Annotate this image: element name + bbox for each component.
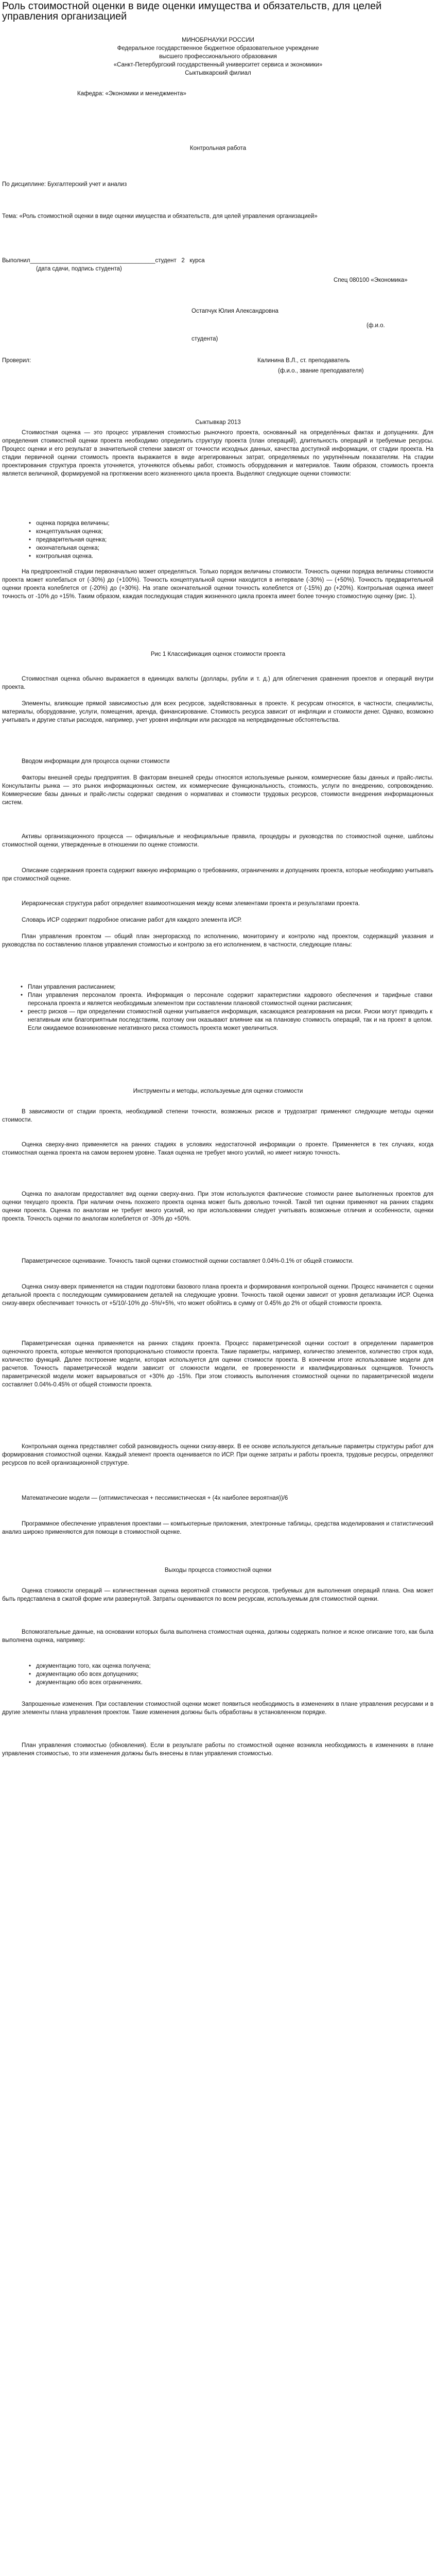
student-hint: студента) — [191, 336, 218, 342]
university-name: «Санкт-Петербургский государственный университет сервиса и экономики» — [113, 62, 323, 68]
list-item: • реестр рисков — при определении стоимостной оценки учитывается информация, касающаяся реагирования на риски. Риски могут приводить к негативным или благоприятным последствиям, поэтому они оказывают влияние как на плановую стоимость операций, так и на проект в целом. Если ожидаемое возникновение негативного риска стоимость проекта может увеличиться. — [21, 1008, 432, 1032]
body-paragraph: Активы организационного процесса — официальные и неофициальные правила, процедуры и руководства по стоимостной оценке, шаблоны стоимостной оценки, утвержденные в отношении по оценке стоимости. — [2, 834, 433, 848]
body-paragraph: Вводом информации для процесса оценки стоимости — [22, 758, 170, 765]
list-item: • План управления расписанием; — [21, 983, 432, 991]
department-line: Кафедра: «Экономики и менеджмента» — [77, 91, 186, 97]
body-paragraph: Параметрическая оценка применяется на ранних стадиях проекта. Процесс параметрической оценки состоит в определении параметров оценочного проекта, которые меняются пропорционально стоимости проекта. Такие параметры, например, количество элементов, количество строк кода, количество функций. Далее построение модели, которая используется для оценки стоимости проекта. В конечном итоге использование модели для расчетов. Точность параметрической модели зависит от сложности модели, ее проверенности и квалифицированных оценщиков. Точность параметрической модели может варьироваться от +30% до -15%. При этом стоимость выполнения стоимостной оценки по параметрической модели составляет 0.04%-0.45% от общей стоимости проекта. — [2, 1341, 433, 1388]
figure-caption: Рис 1 Классификация оценок стоимости проекта — [150, 651, 286, 657]
list-item: • контрольная оценка. — [29, 552, 420, 561]
city-year: Сыктывкар 2013 — [195, 419, 241, 426]
checker-role: (ф.и.о., звание преподавателя) — [278, 368, 364, 374]
student-fio-hint: (ф.и.о. — [367, 323, 385, 329]
list-item: • План управления персоналом проекта. Информация о персонале содержит характеристики кадрового обеспечения и тарифные ставки персонала проекта и является необходимым элементом при составлении плановой стоимостной оценки расписания; — [21, 991, 432, 1008]
student-specialty: Спец 080100 «Экономика» — [334, 277, 408, 283]
body-paragraph: Контрольная оценка представляет собой разновидность оценки снизу-вверх. В ее основе используются детальные параметры структуры работ для формирования стоимостной оценки. Каждый элемент проекта оценивается по ИСР. При оценке затраты и работы проекта, трудовые ресурсы, определяют ресурсов по всей организационной структуре. — [2, 1444, 433, 1466]
work-type: Контрольная работа — [189, 145, 247, 151]
discipline-line: По дисциплине: Бухгалтерский учет и анализ — [2, 181, 127, 188]
topic-line: Тема: «Роль стоимостной оценки в виде оценки имущества и обязательств, для целей управления организацией» — [2, 213, 318, 219]
institution-line-2: высшего профессионального образования — [159, 54, 277, 60]
body-paragraph: Иерархическая структура работ определяет взаимоотношения между всеми элементами проекта и результатами проекта. — [22, 901, 360, 907]
title-page-header — [0, 36, 436, 77]
body-paragraph: Элементы, влияющие прямой зависимостью для всех ресурсов, задействованных в проекте. К ресурсам относятся, в частности, специалисты, материалы, оборудование, услуги, помещения, аренда, финансирование. Стоимость ресурса зависит от инфляции и стоимости денег. Однако, возможно учитывать и другие статьи расходов, например, учет уровня инфляции или расходов на непредвиденные обстоятельства. — [2, 701, 433, 723]
checker-label: Проверил: — [2, 358, 31, 364]
list-item: • оценка порядка величины; — [29, 519, 420, 528]
institution-line-1: Федеральное государственное бюджетное образовательное учреждение — [117, 45, 319, 52]
list-item: • концептуальная оценка; — [29, 528, 420, 536]
body-paragraph: Словарь ИСР содержит подробное описание работ для каждого элемента ИСР. — [22, 917, 242, 923]
list-item: • документацию того, как оценка получена; — [29, 1662, 420, 1670]
accuracy-paragraph: На предпроектной стадии первоначально может определяться. Только порядок величины стоимости. Точность оценки порядка величины стоимости проекта может колебаться от (-30%) до (+100%). Точность концептуальной оценки находится в интервале (-30%) — (+50%). Точность предварительной оценки проекта колеблется от (-20%) до (+30%). На этапе окончательной оценки точность колеблется от (-15%) до (+20%). Контрольная оценка имеет точность от -10% до +15%. Таким образом, каждая последующая стадия жизненного цикла проекта имеет более точную стоимостную оценку (рис. 1). — [2, 569, 433, 600]
student-date-sign: (дата сдачи, подпись студента) — [36, 266, 122, 272]
body-paragraph: Вспомогательные данные, на основании которых была выполнена стоимостная оценка, должны содержать полное и ясное описание того, как была выполнена оценка, например: — [2, 1629, 433, 1643]
body-paragraph: Математические модели — (оптимистическая + пессимистическая + (4x наиболее вероятная))/6 — [22, 1495, 288, 1501]
intro-paragraph: Стоимостная оценка — это процесс управления стоимостью рыночного проекта, основанный на определённых фактах и допущениях. Для определения стоимостной оценки проекта необходимо определить структуру проекта (план операций), длительность операций и требуемые ресурсы. Процесс оценки и его результат в значительной степени зависят от точности исходных данных, качества доступной информации, от стадии проекта. На стадии первичной оценки стоимость проекта выражается в виде агрегированных затрат, определяемых по укрупнённым показателям. На стадии проектирования структура проекта уточняется, уточняются объемы работ, стоимость оборудования и материалов. Таким образом, стоимость проекта является величиной, формируемой на протяжении всего жизненного цикла проекта. Выделяют следующие оценки стоимости: — [2, 430, 433, 477]
estimate-kinds-list — [29, 519, 420, 561]
body-paragraph: План управления стоимостью (обновления). Если в результате работы по стоимостной оценке возникла необходимость в изменениях в плане управления стоимостью, то эти изменения должны быть внесены в план управления стоимостью. — [2, 1742, 433, 1757]
checker-name: Калинина В.Л., ст. преподаватель — [257, 358, 350, 364]
student-name: Остапчук Юлия Александровна — [191, 308, 278, 314]
body-paragraph: Стоимостная оценка обычно выражается в единицах валюты (доллары, рубли и т. д.) для облегчения сравнения проектов и операций внутри проекта. — [2, 676, 433, 690]
list-item: • документацию обо всех допущениях; — [29, 1670, 420, 1679]
list-item: • предварительная оценка; — [29, 536, 420, 544]
list-item: • окончательная оценка; — [29, 544, 420, 552]
body-paragraph: Факторы внешней среды предприятия. В факторам внешней среды относятся используемые рынком, коммерческие базы данных и прайс-листы. Консультанты рынка — это рынок информационных систем, их коммерческие функциональность, стоимость, услуги по внедрению, сопровождению. Коммерческие базы данных и прайс-листы содержат сведения о нормативах и стоимости трудовых ресурсов, стоимости внедрения информационных систем. — [2, 775, 433, 806]
body-paragraph: Запрошенные изменения. При составлении стоимостной оценки может появиться необходимость в изменениях в плане управления ресурсами и в другие элементы плана управления проектом. Такие изменения должны быть обработаны в установленном порядке. — [2, 1701, 433, 1716]
tools-heading: Инструменты и методы, используемые для оценки стоимости — [133, 1088, 303, 1094]
support-items-list — [29, 1662, 420, 1687]
body-paragraph: Оценка сверху-вниз применяется на ранних стадиях в условиях недостаточной информации о проекте. Применяется в тех случаях, когда стоимостная оценка проекта на самом верхнем уровне. Такая оценка не требует много усилий, но имеет низкую точность. — [2, 1142, 433, 1156]
document-title: Роль стоимостной оценки в виде оценки имущества и обязательств, для целей управления организацией — [2, 1, 382, 22]
body-paragraph: Оценка стоимости операций — количественная оценка вероятной стоимости ресурсов, требуемых для выполнения операций плана. Она может быть представлена в сжатой форме или развернутой. Затраты оцениваются по всем ресурсам, используемым для стоимостной оценки. — [2, 1588, 433, 1602]
ministry-line: МИНОБРНАУКИ РОССИИ — [182, 37, 254, 43]
body-paragraph: Параметрическое оценивание. Точность такой оценки стоимостной оценки составляет 0.04%-0.1% от общей стоимости. — [22, 1258, 354, 1264]
body-paragraph: Оценка снизу-вверх применяется на стадии подготовки базового плана проекта и формирования контрольной оценки. Процесс начинается с оценки детальной проекта с последующим суммированием деталей на следующие уровни. Точность такой оценки зависит от уровня детализации ИСР. Оценка снизу-вверх обеспечивает точность от +5/10/-10% до -5%/+5%, что может обойтись в сумму от 0.45% до 2% от общей стоимости проекта. — [2, 1284, 433, 1307]
plan-items-list — [21, 983, 432, 1032]
body-paragraph: Программное обеспечение управления проектами — компьютерные приложения, электронные таблицы, средства моделирования и статистический анализ широко применяются для помощи в стоимостной оценке. — [2, 1521, 433, 1535]
body-paragraph: Оценка по аналогам предоставляет вид оценки сверху-вниз. При этом используются фактические стоимости ранее выполненных проектов для оценки текущего проекта. При наличии очень похожего проекта оценка может быть довольно точной. Такой тип оценки применяют на ранних стадиях оценки проекта. Оценка по аналогам не требует много усилий, но при использовании следует учитывать возможные отличия и особенности, оценки проекта. Точность оценки по аналогам колеблется от -30% до +50%. — [2, 1191, 433, 1222]
body-paragraph: План управления проектом — общий план энергорасход по исполнению, мониторингу и контролю над проектом, содержащий указания и руководства по составлению планов управления стоимостью и контролю за его исполнением, в частности, следующие планы: — [2, 934, 433, 948]
list-item: • документацию обо всех ограничениях. — [29, 1679, 420, 1687]
body-paragraph: В зависимости от стадии проекта, необходимой степени точности, возможных рисков и трудозатрат применяют следующие методы оценки стоимости. — [2, 1109, 433, 1123]
outputs-heading: Выходы процесса стоимостной оценки — [164, 1567, 272, 1573]
body-paragraph: Описание содержания проекта содержит важную информацию о требованиях, ограничениях и допущениях проекта, которые необходимо учитывать при стоимостной оценке. — [2, 868, 433, 882]
branch-name: Сыктывкарский филиал — [185, 70, 251, 76]
student-done-by: Выполнил______________________________________студент 2 курса — [2, 258, 205, 264]
